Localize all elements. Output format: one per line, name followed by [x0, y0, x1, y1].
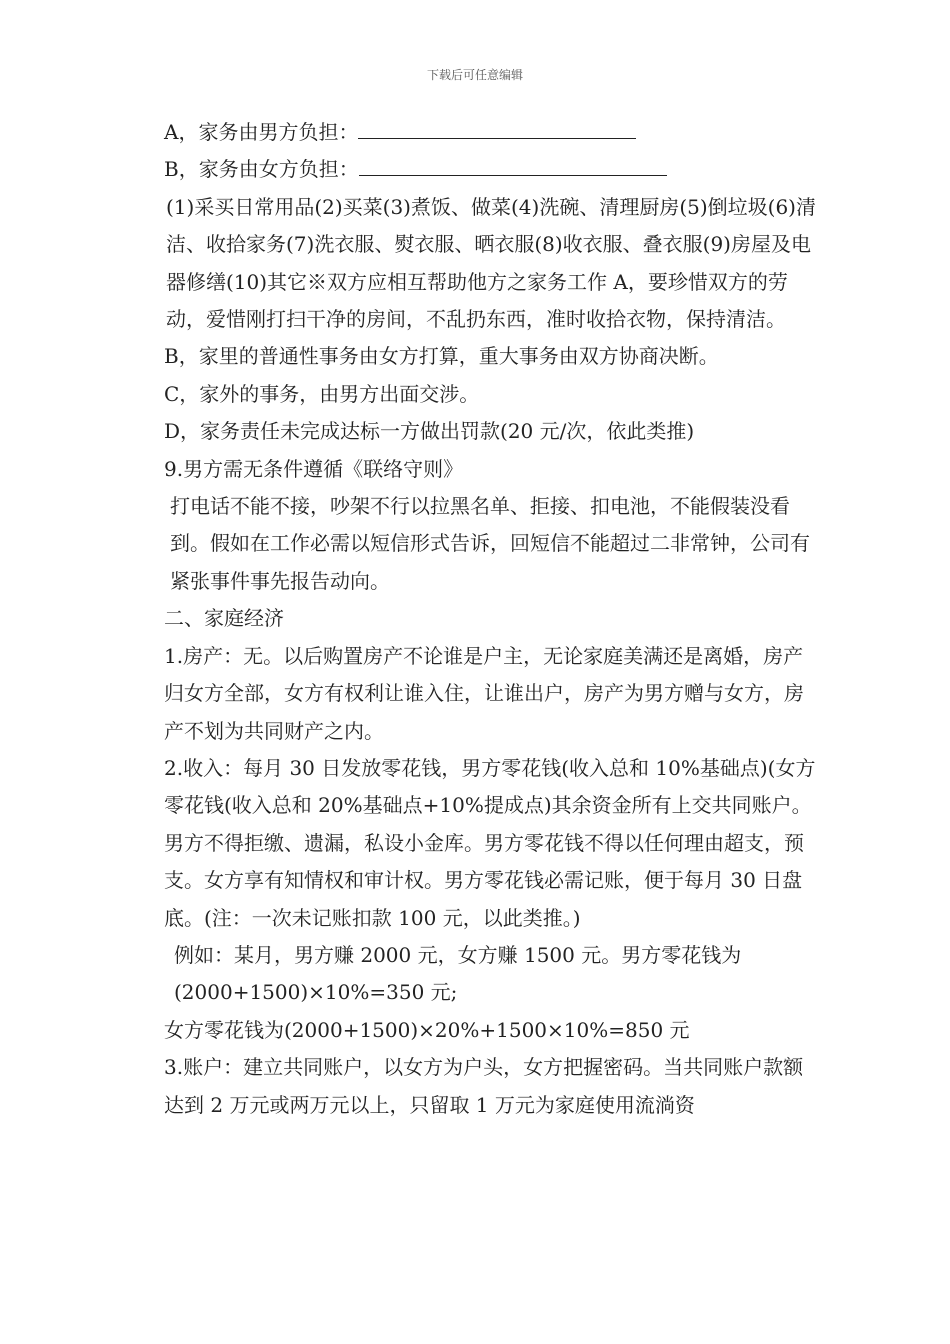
fill-in-blank-line [359, 151, 667, 176]
paragraph-a-male-chores [146, 114, 816, 151]
paragraph-example: 例如：某月，男方赚 2000 元，女方赚 1500 元。男方零花钱为(2000+1500)×10%=350 元; [174, 942, 742, 1005]
paragraph-property: 1.房产：无。以后购置房产不论谁是户主，无论家庭美满还是离婚，房产归女方全部，女方有权利让谁入住，让谁出户，房产为男方赠与女方，房产不划为共同财产之内。 [164, 643, 804, 743]
paragraph-b-affairs: B，家里的普通性事务由女方打算，重大事务由双方协商决断。 [164, 344, 719, 369]
page-header: 下载后可任意编辑 [426, 68, 523, 82]
paragraph-text: B，家务由女方负担： [164, 157, 359, 182]
paragraph-female-allowance: 女方零花钱为(2000+1500)×20%+1500×10%=850 元 [164, 1017, 690, 1042]
fill-in-blank-line [358, 114, 636, 139]
document-body [146, 114, 816, 1124]
paragraph-account: 3.账户：建立共同账户，以女方为户头，女方把握密码。当共同账户款额达到 2 万元或两万元以上，只留取 1 万元为家庭使用流淌资 [164, 1055, 804, 1117]
paragraph-contact-rules-title: 9.男方需无条件遵循《联络守则》 [164, 456, 464, 481]
paragraph-d-penalty: D，家务责任未完成达标一方做出罚款(20 元/次，依此类推) [164, 419, 695, 444]
paragraph-income: 2.收入：每月 30 日发放零花钱，男方零花钱(收入总和 10%基础点)(女方零花钱(收入总和 20%基础点+10%提成点)其余资金所有上交共同账户。男方不得拒缴、遗漏，私设小金库。男方零花钱不得以任何理由超支，预支。女方享有知情权和审计权。男方零花钱必需记账，便于每月 30 日盘底。(注：一次未记账扣款 100 元，以此类推。) [164, 755, 816, 930]
paragraph-contact-rules: 打电话不能不接，吵架不行以拉黑名单、拒接、扣电池，不能假装没看到。假如在工作必需以短信形式告诉，回短信不能超过二非常钟，公司有紧张事件事先报告动向。 [170, 494, 810, 593]
section-heading-family-economy: 二、家庭经济 [164, 606, 284, 631]
paragraph-b-female-chores [146, 151, 816, 188]
paragraph-text: A，家务由男方负担： [164, 120, 359, 144]
paragraph-chore-list: (1)采买日常用品(2)买菜(3)煮饭、做菜(4)洗碗、清理厨房(5)倒垃圾(6)清洁、收拾家务(7)洗衣服、熨衣服、晒衣服(8)收衣服、叠衣服(9)房屋及电器修缮(10)其它※双方应相互帮助他方之家务工作 A，要珍惜双方的劳动，爱惜刚打扫干净的房间，不乱扔东西，准时收拾衣物，保持清洁。 [166, 194, 816, 332]
paragraph-c-external: C，家外的事务，由男方出面交涉。 [164, 381, 480, 406]
